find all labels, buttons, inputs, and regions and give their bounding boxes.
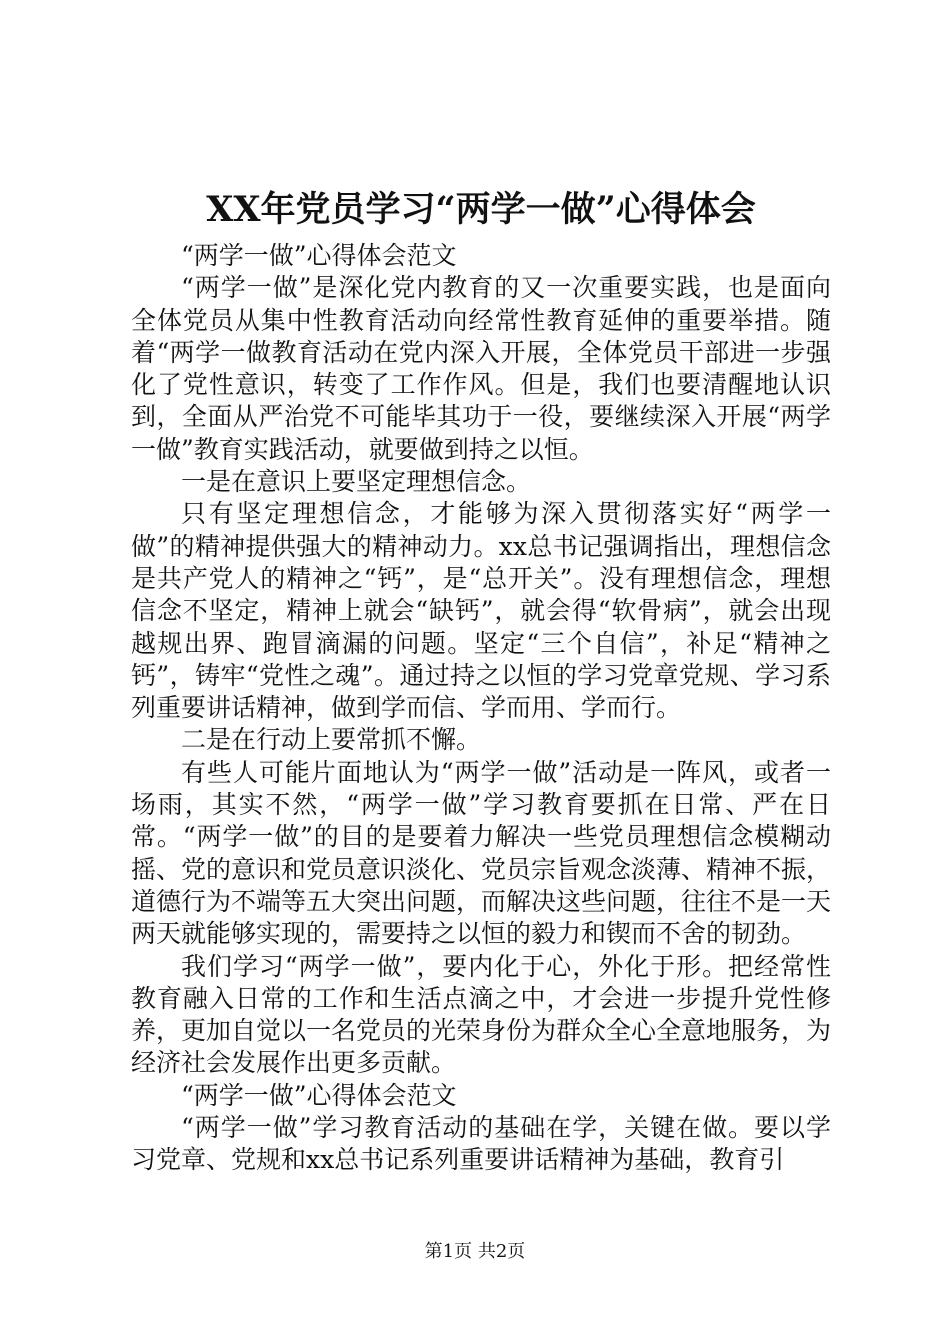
paragraph-point-1: 一是在意识上要坚定理想信念。 [181,467,532,497]
document-body [131,240,831,1177]
paragraph-second-intro: “两学一做”学习教育活动的基础在学，关键在做。要以学习党章、党规和xx总书记系列重要讲话精神为基础，教育引 [131,1113,831,1175]
paragraph-heading-1: “两学一做”心得体会范文 [181,241,457,270]
paragraph-intro: “两学一做”是深化党内教育的又一次重要实践，也是面向全体党员从集中性教育活动向经常性教育延伸的重要举措。随着“两学一做教育活动在党内深入开展，全体党员干部进一步强化了党性意识，转变了工作作风。但是，我们也要清醒地认识到，全面从严治党不可能毕其功于一役，要继续深入开展“两学一做”教育实践活动，就要做到持之以恒。 [131,273,831,464]
paragraph-point-1-body: 只有坚定理想信念，才能够为深入贯彻落实好“两学一做”的精神提供强大的精神动力。xx总书记强调指出，理想信念是共产党人的精神之“钙”，是“总开关”。没有理想信念，理想信念不坚定，精神上就会“缺钙”，就会得“软骨病”，就会出现越规出界、跑冒滴漏的问题。坚定“三个自信”，补足“精神之钙”，铸牢“党性之魂”。通过持之以恒的学习党章党规、学习系列重要讲话精神，做到学而信、学而用、学而行。 [131,499,831,723]
document-page [131,180,831,1177]
paragraph-heading-2: “两学一做”心得体会范文 [181,1080,457,1110]
paragraph-point-2: 二是在行动上要常抓不懈。 [181,725,482,755]
paragraph-conclusion: 我们学习“两学一做”，要内化于心，外化于形。把经常性教育融入日常的工作和生活点滴之中，才会进一步提升党性修养，更加自觉以一名党员的光荣身份为群众全心全意地服务，为经济社会发展作出更多贡献。 [131,951,832,1078]
paragraph-point-2-body: 有些人可能片面地认为“两学一做”活动是一阵风，或者一场雨，其实不然，“两学一做”学习教育要抓在日常、严在日常。“两学一做”的目的是要着力解决一些党员理想信念模糊动摇、党的意识和党员意识淡化、党员宗旨观念淡薄、精神不振，道德行为不端等五大突出问题，而解决这些问题，往往不是一天两天就能够实现的，需要持之以恒的毅力和锲而不舍的韧劲。 [131,757,832,949]
page-footer: 第1页 共2页 [424,1241,526,1262]
document-title: XX年党员学习“两学一做”心得体会 [206,189,756,230]
